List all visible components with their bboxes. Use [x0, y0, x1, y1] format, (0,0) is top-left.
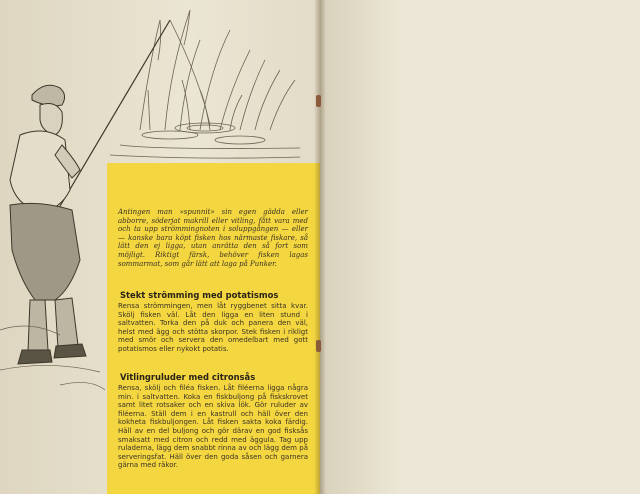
- binding-staple-top: [316, 95, 321, 107]
- section-body-strömming: Rensa strömmingen, men låt ryggbenet sitta kvar. Skölj fisken väl. Låt den ligga en liten stund i saltvatten. Torka den på duk och panera den väl, helst med ägg och stötta skorpor. Stek fisken i rikligt med smör och servera den omedelbart med gott potatismos eller nykokt potatis.: [118, 302, 308, 353]
- intro-text: Antingen man »spunnit» sin egen gädda eller abborre, söderjat makrill eller vitling, fått vara med och ta upp strömmingnoten i soluppgången — eller — kanske bara köpt fisken hos närmaste fiskare, så lätt den ej ligga, utan anrätta den så fort som möjligt. Riktigt färsk, behöver fisken lagas sommarmat, som går lätt att laga på Punker.: [118, 208, 308, 268]
- binding-staple-bottom: [316, 340, 321, 352]
- section-body-vitling: Rensa, skölj och filéa fisken. Låt filéerna ligga några min. i saltvatten. Koka en fiskbuljong på fiskskrovet samt litet rotsaker och en skiva lök. Gör ruluder av filéerna. Ställ dem i en kastrull och häll över den kokheta fiskbuljongen. Låt fisken sakta koka färdig. Häll av en del buljong och gör därav en god fisksås smaksatt med citron och redd med äggula. Tag upp ruladerna, lägg dem snabbt rinna av och lägg dem på serveringsfat. Häll över den goda såsen och garnera gärna med räkor.: [118, 384, 308, 470]
- book-gutter: [314, 0, 326, 494]
- section-title-vitling: Vitlingruluder med citronsås: [120, 372, 256, 382]
- right-page: [320, 0, 640, 494]
- section-title-strömming: Stekt strömming med potatismos: [120, 290, 279, 300]
